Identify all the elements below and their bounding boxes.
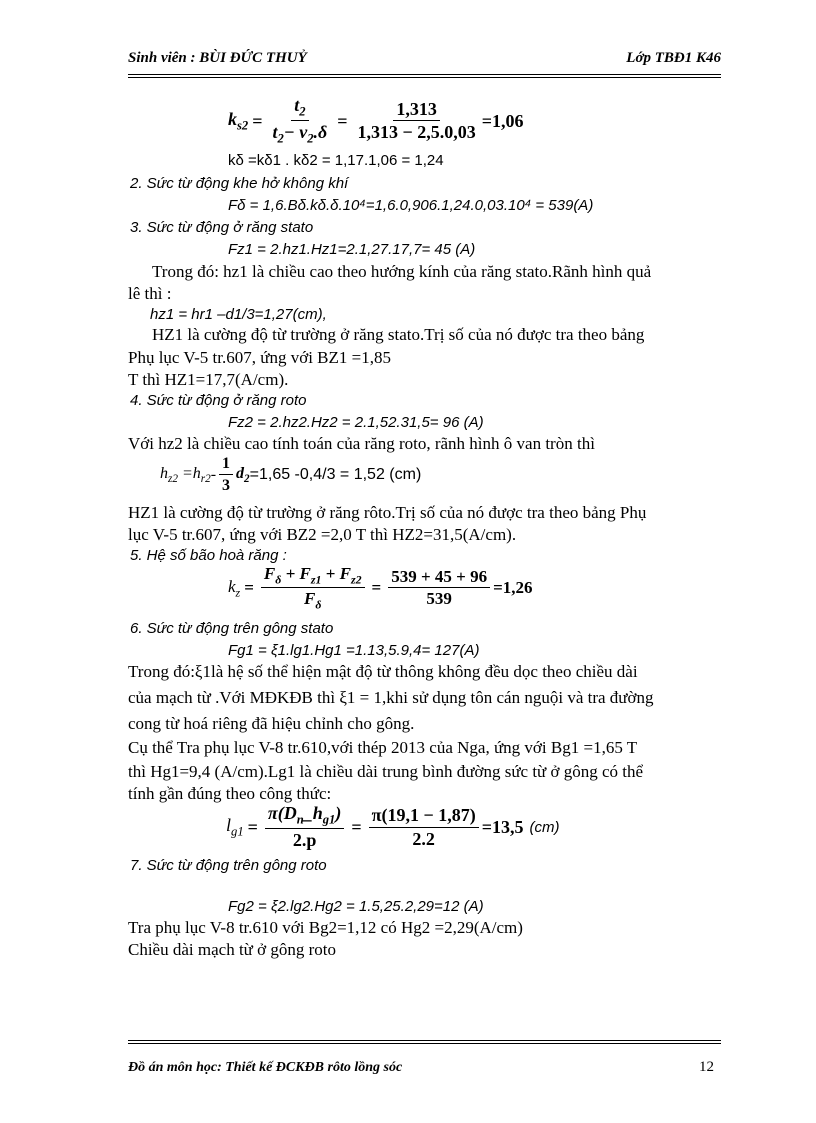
para-5a: Trong đó:ξ1là hệ số thể hiện mật độ từ thông không đều dọc theo chiều dài [128, 662, 638, 681]
para-7: Tra phụ lục V-8 tr.610 với Bg2=1,12 có Hg2 =2,29(A/cm) [128, 918, 523, 937]
heading-7: 7. Sức từ động trên gông roto [130, 857, 327, 874]
header-rule [128, 74, 721, 75]
para-8: Chiều dài mạch từ ở gông roto [128, 940, 337, 959]
formula-kz: $k_z$ = $\frac{F_\delta + F_{z1} + F_{z2}}{F_\delta}$ = $\frac{539 + 45 + 96}{539}$ =1,26 [228, 564, 533, 612]
heading-2: 2. Sức từ động khe hở không khí [130, 175, 349, 192]
fg1-line: Fg1 = ξ1.lg1.Hg1 =1.13,5.9,4= 127(A) [228, 642, 480, 659]
para-1a: Trong đó: hz1 là chiều cao theo hướng kính của răng stato.Rãnh hình quả [152, 262, 652, 281]
para-6a: Cụ thể Tra phụ lục V-8 tr.610,với thép 2013 của Nga, ứng với Bg1 =1,65 T [128, 738, 638, 757]
fz1-line: Fz1 = 2.hz1.Hz1=2.1,27.17,7= 45 (A) [228, 241, 476, 258]
footer-rule [128, 1040, 721, 1041]
formula-lg1: $l_{g1}$ = $\frac{\pi(D_n\_h_{g1})}{2.p}$ = $\frac{\pi(19,1 - 1,87)}{2.2}$ =13,5 (cm) [226, 803, 560, 851]
fg2-line: Fg2 = ξ2.lg2.Hg2 = 1.5,25.2,29=12 (A) [228, 898, 484, 915]
page-number: 12 [699, 1059, 714, 1075]
para-2a: HZ1 là cường độ từ trường ở răng stato.Trị số của nó được tra theo bảng [152, 325, 645, 344]
heading-4: 4. Sức từ động ở răng roto [130, 392, 307, 409]
para-4b: lục V-5 tr.607, ứng với BZ2 =2,0 T thì HZ2=31,5(A/cm). [128, 525, 517, 544]
para-5b: của mạch từ .Với MĐKĐB thì ξ1 = 1,khi sử dụng tôn cán nguội và tra đường [128, 688, 654, 707]
hz1-line: hz1 = hr1 –d1/3=1,27(cm), [150, 306, 327, 323]
fz2-line: Fz2 = 2.hz2.Hz2 = 2.1,52.31,5= 96 (A) [228, 414, 484, 431]
para-2b: Phụ lục V-5 tr.607, ứng với BZ1 =1,85 [128, 348, 391, 367]
heading-6: 6. Sức từ động trên gông stato [130, 620, 334, 637]
header-student: Sinh viên : BÙI ĐỨC THUỶ [128, 50, 307, 66]
formula-ks2: $k_{s2}$ = $\frac{t_2}{t_2- \nu_2.\delta}$ = $\frac{1,313}{1,313 - 2,5.0,03}$ =1,06 [228, 95, 524, 147]
para-1b: lê thì : [128, 284, 172, 303]
para-4a: HZ1 là cường độ từ trường ở răng rôto.Trị số của nó được tra theo bảng Phụ [128, 503, 647, 522]
formula-hz2: $h_{z2} =h_{r2}$ - 1 3 $d_2$ =1,65 -0,4/3 = 1,52 (cm) [160, 455, 422, 494]
footer-title: Đồ án môn học: Thiết kế ĐCKĐB rôto lồng sóc [128, 1060, 403, 1075]
fd-line: Fδ = 1,6.Bδ.kδ.δ.10⁴=1,6.0,906.1,24.0,03.10⁴ = 539(A) [228, 197, 594, 214]
header-class: Lớp TBĐ1 K46 [626, 50, 721, 66]
para-5c: cong từ hoá riêng đã hiệu chỉnh cho gông. [128, 714, 415, 733]
header-rule-2 [128, 77, 721, 78]
para-6b: thì Hg1=9,4 (A/cm).Lg1 là chiều dài trung bình đường sức từ ở gông có thể [128, 762, 644, 781]
para-6c: tính gần đúng theo công thức: [128, 784, 332, 803]
para-2c: T thì HZ1=17,7(A/cm). [128, 370, 289, 389]
para-3: Với hz2 là chiều cao tính toán của răng roto, rãnh hình ô van tròn thì [128, 434, 595, 453]
kd-line: kδ =kδ1 . kδ2 = 1,17.1,06 = 1,24 [228, 152, 444, 169]
heading-3: 3. Sức từ động ở răng stato [130, 219, 314, 236]
footer-rule-2 [128, 1043, 721, 1044]
heading-5: 5. Hệ số bão hoà răng : [130, 547, 287, 564]
